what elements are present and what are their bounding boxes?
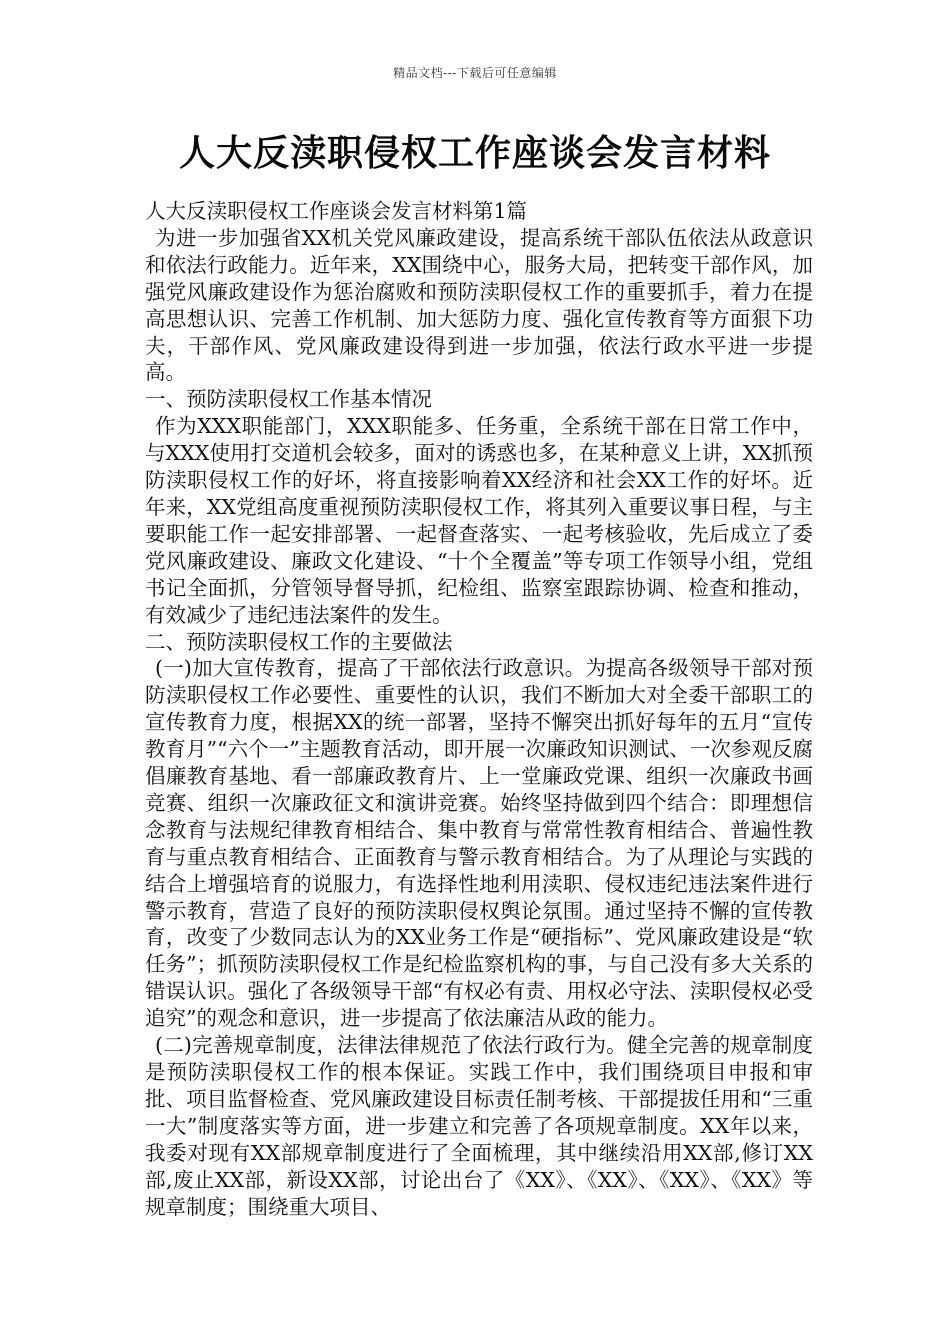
- paragraph-publicity-education: (一)加大宣传教育，提高了干部依法行政意识。为提高各级领导干部对预防渎职侵权工作必要性、重要性的认识，我们不断加大对全委干部职工的宣传教育力度，根据XX的统一部署，坚持不懈突出抓好每年的五月“宣传教育月”“六个一”主题教育活动，即开展一次廉政知识测试、一次参观反腐倡廉教育基地、看一部廉政教育片、上一堂廉政党课、组织一次廉政书画竞赛、组织一次廉政征文和演讲竞赛。始终坚持做到四个结合：即理想信念教育与法规纪律教育相结合、集中教育与常常性教育相结合、普遍性教育与重点教育相结合、正面教育与警示教育相结合。为了从理论与实践的结合上增强培育的说服力，有选择性地利用渎职、侵权违纪违法案件进行警示教育，营造了良好的预防渎职侵权舆论氛围。通过坚持不懈的宣传教育，改变了少数同志认为的XX业务工作是“硬指标”、党风廉政建设是“软任务”；抓预防渎职侵权工作是纪检监察机构的事，与自己没有多大关系的错误认识。强化了各级领导干部“有权必有责、用权必守法、渎职侵权必受追究”的观念和意识，进一步提高了依法廉洁从政的能力。: [145, 656, 813, 1031]
- article-subtitle: 人大反渎职侵权工作座谈会发言材料第1篇: [145, 199, 528, 223]
- paragraph-intro: 为进一步加强省XX机关党风廉政建设，提高系统干部队伍依法从政意识和依法行政能力。近年来，XX围绕中心，服务大局，把转变干部作风，加强党风廉政建设作为惩治腐败和预防渎职侵权工作的重要抓手，着力在提高思想认识、完善工作机制、加大惩防力度、强化宣传教育等方面狠下功夫，干部作风、党风廉政建设得到进一步加强，依法行政水平进一步提高。: [145, 225, 813, 385]
- paragraph-rules-regulations: (二)完善规章制度，法律法律规范了依法行政行为。健全完善的规章制度是预防渎职侵权工作的根本保证。实践工作中，我们围绕项目申报和审批、项目监督检查、党风廉政建设目标责任制考核、干部提拔任用和“三重一大”制度落实等方面，进一步建立和完善了各项规章制度。XX年以来，我委对现有XX部规章制度进行了全面梳理，其中继续沿用XX部,修订XX部,废止XX部，新设XX部，讨论出台了《XX》、《XX》、《XX》、《XX》等规章制度；围绕重大项目、: [145, 1033, 813, 1219]
- paragraph-basic-situation: 作为XXX职能部门，XXX职能多、任务重，全系统干部在日常工作中，与XXX使用打交道机会较多，面对的诱惑也多，在某种意义上讲，XX抓预防渎职侵权工作的好坏，将直接影响着XX经济和社会XX工作的好坏。近年来，XX党组高度重视预防渎职侵权工作，将其列入重要议事日程，与主要职能工作一起安排部署、一起督查落实、一起考核验收，先后成立了委党风廉政建设、廉政文化建设、“十个全覆盖”等专项工作领导小组，党组书记全面抓，分管领导督导抓，纪检组、监察室跟踪协调、检查和推动，有效减少了违纪违法案件的发生。: [145, 414, 813, 627]
- document-title: 人大反渎职侵权工作座谈会发言材料: [178, 132, 771, 174]
- section-heading-2: 二、预防渎职侵权工作的主要做法: [145, 629, 453, 654]
- header-note: 精品文档---下载后可任意编辑: [393, 66, 557, 80]
- document-body: [145, 198, 813, 1220]
- section-heading-1: 一、预防渎职侵权工作基本情况: [145, 387, 432, 412]
